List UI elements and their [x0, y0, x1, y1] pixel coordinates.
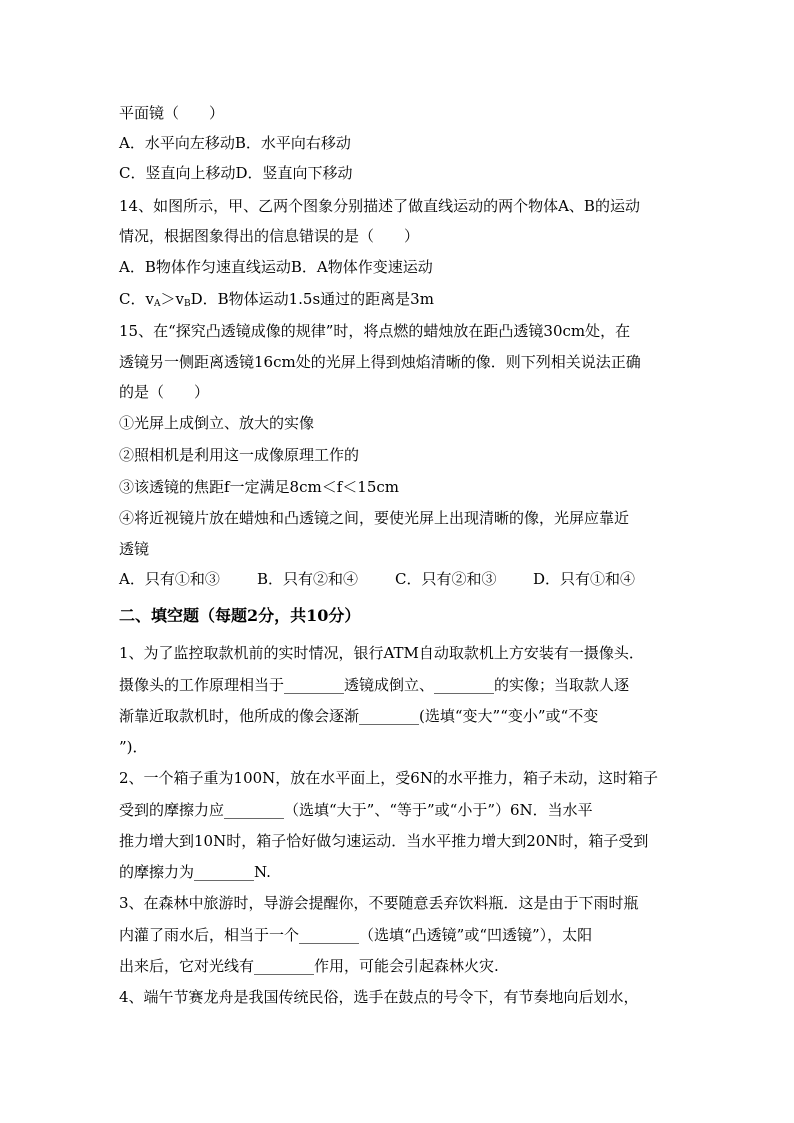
- q15-options: [119, 569, 635, 589]
- q15-option-b: B．只有②和④: [257, 570, 359, 588]
- q15-statement-1: ①光屏上成倒立、放大的实像: [119, 414, 315, 432]
- q15-option-a: A．只有①和③: [119, 570, 220, 588]
- fill2-line1: 2、一个箱子重为100N，放在水平面上，受6N的水平推力，箱子未动，这时箱子: [119, 769, 658, 787]
- q15-stem-line1: 15、在“探究凸透镜成像的规律”时，将点燃的蜡烛放在距凸透镜30cm处，在: [119, 322, 631, 340]
- fill1-line3: 渐靠近取款机时，他所成的像会逐渐________(选填“变大”“变小”或“不变: [119, 707, 599, 725]
- fill3-line1: 3、在森林中旅游时，导游会提醒你，不要随意丢弃饮料瓶．这是由于下雨时瓶: [119, 894, 639, 912]
- q15-statement-3: ③该透镜的焦距f一定满足8cm＜f＜15cm: [119, 478, 399, 496]
- q14-stem-line1: 14、如图所示，甲、乙两个图象分别描述了做直线运动的两个物体A、B的运动: [119, 197, 640, 215]
- q14-opt-c-prefix: C．v: [119, 290, 154, 308]
- section-heading: 二、填空题（每题2分，共10分）: [119, 606, 361, 625]
- fill2-line4: 的摩擦力为________N.: [119, 863, 271, 881]
- q15-statement-2: ②照相机是利用这一成像原理工作的: [119, 446, 360, 464]
- q15-option-c: C．只有②和③: [395, 570, 497, 588]
- q15-statement-4-line1: ④将近视镜片放在蜡烛和凸透镜之间，要使光屏上出现清晰的像，光屏应靠近: [119, 509, 630, 527]
- fill4-line1: 4、端午节赛龙舟是我国传统民俗，选手在鼓点的号令下，有节奏地向后划水，: [119, 988, 639, 1006]
- fill3-line2: 内灌了雨水后，相当于一个________（选填“凸透镜”或“凹透镜”），太阳: [119, 926, 593, 944]
- subscript-b: B: [183, 299, 191, 309]
- fill3-line3: 出来后，它对光线有________作用，可能会引起森林火灾.: [119, 957, 499, 975]
- q14-stem-line2: 情况，根据图象得出的信息错误的是（ ）: [119, 227, 420, 245]
- fill1-line2: 摄像头的工作原理相当于________透镜成倒立、________的实像；当取款人逐: [119, 676, 630, 694]
- q14-options-ab: A．B物体作匀速直线运动B．A物体作变速运动: [119, 258, 433, 276]
- q15-stem-line2: 透镜另一侧距离透镜16cm处的光屏上得到烛焰清晰的像．则下列相关说法正确: [119, 353, 641, 371]
- fill2-line2: 受到的摩擦力应________（选填“大于”、“等于”或“小于”）6N．当水平: [119, 801, 593, 819]
- fill1-line4: ”)．: [119, 738, 148, 756]
- subscript-a: A: [153, 299, 161, 309]
- q13-stem-tail: 平面镜（ ）: [119, 104, 225, 122]
- q14-options-cd: [119, 289, 434, 314]
- q15-option-d: D．只有①和④: [533, 570, 636, 588]
- fill2-line3: 推力增大到10N时，箱子恰好做匀速运动．当水平推力增大到20N时，箱子受到: [119, 832, 649, 850]
- fill1-line1: 1、为了监控取款机前的实时情况，银行ATM自动取款机上方安装有一摄像头．: [119, 644, 644, 662]
- q15-statement-4-line2: 透镜: [119, 540, 150, 558]
- q13-options-ab: A．水平向左移动B．水平向右移动: [119, 134, 351, 152]
- q13-options-cd: C．竖直向上移动D．竖直向下移动: [119, 164, 353, 182]
- q14-opt-c-gt: ＞v: [160, 290, 184, 308]
- q14-opt-d: D．B物体运动1.5s通过的距离是3m: [190, 290, 434, 308]
- q15-stem-line3: 的是（ ）: [119, 383, 210, 401]
